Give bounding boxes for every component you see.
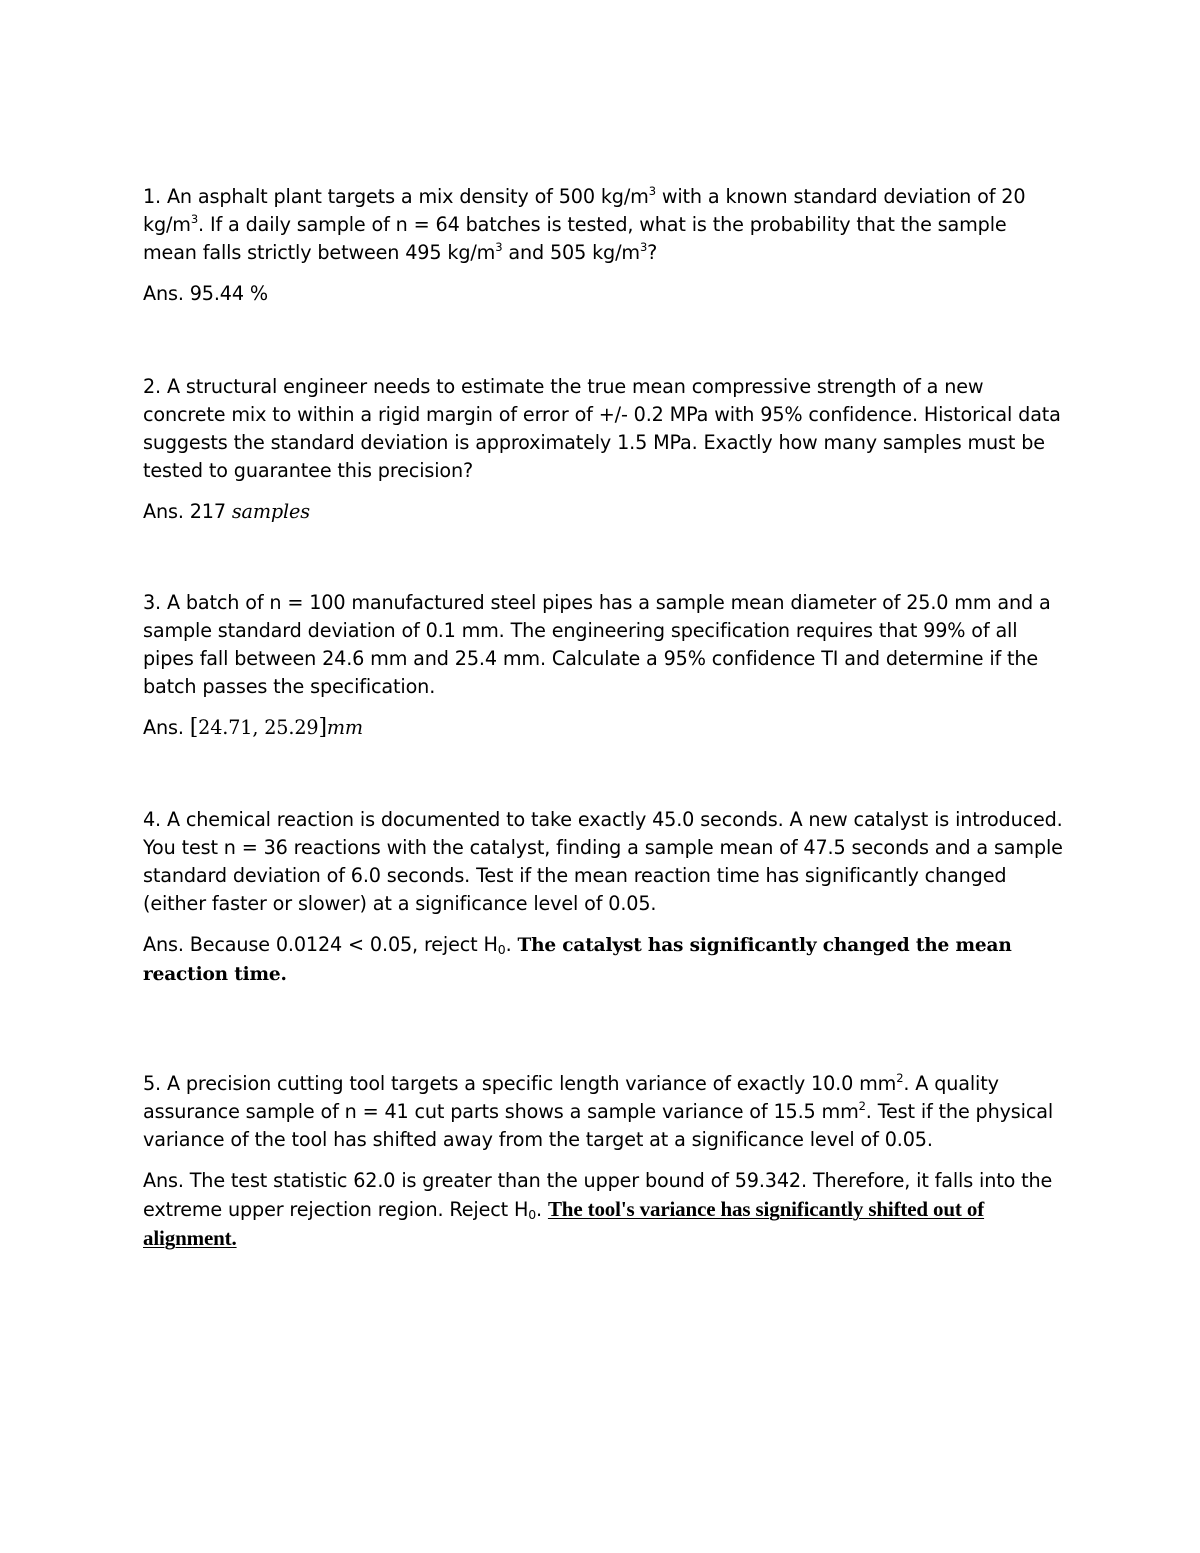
q1-text-e: ? xyxy=(647,241,658,264)
q5-text-b: . A quality assurance sample of n = 41 cut parts shows a sample variance of 15.5 mm xyxy=(143,1072,999,1123)
question-4-text: 4. A chemical reaction is documented to take exactly 45.0 seconds. A new catalyst is introduced. You test n = 36 reactions with the catalyst, finding a sample mean of 47.5 seconds and a sample standard deviation of 6.0 seconds. Test if the mean reaction time has significantly changed (either faster or slower) at a significance level of 0.05. xyxy=(143,808,1063,915)
question-5-block xyxy=(143,1070,1063,1253)
answer-4-mid: . xyxy=(505,933,518,956)
answer-5-mid: . xyxy=(536,1198,548,1221)
q1-sup-1: 3 xyxy=(648,183,656,198)
answer-4 xyxy=(143,931,1063,989)
q5-text-c: . Test if the physical variance of the tool has shifted away from the target at a significance level of 0.05. xyxy=(143,1100,1054,1151)
q1-sup-4: 3 xyxy=(639,239,648,254)
q5-sup-1: 2 xyxy=(896,1070,904,1085)
question-2-block xyxy=(143,373,1063,589)
q1-text-a: 1. An asphalt plant targets a mix density of 500 kg/m xyxy=(143,185,649,208)
answer-3-bracket-close: ] xyxy=(318,715,327,740)
q1-sup-3: 3 xyxy=(495,239,503,254)
question-3-text: 3. A batch of n = 100 manufactured steel pipes has a sample mean diameter of 25.0 mm and a sample standard deviation of 0.1 mm. The engineering specification requires that 99% of all pipes fall between 24.6 mm and 25.4 mm. Calculate a 95% confidence TI and determine if the batch passes the specification. xyxy=(143,591,1051,698)
q1-sup-2: 3 xyxy=(190,211,199,226)
answer-3-unit: mm xyxy=(326,716,363,739)
answer-2-unit: samples xyxy=(231,500,310,523)
answer-3-bracket-open: [ xyxy=(189,715,199,740)
q1-text-b: with a known standard deviation of 20 kg/m xyxy=(143,185,1026,236)
question-1-block xyxy=(143,183,1063,373)
question-2-text: 2. A structural engineer needs to estimate the true mean compressive strength of a new concrete mix to within a rigid margin of error of +/- 0.2 MPa with 95% confidence. Historical data suggests the standard deviation is approximately 1.5 MPa. Exactly how many samples must be tested to guarantee this precision? xyxy=(143,375,1061,482)
q5-text-a: 5. A precision cutting tool targets a specific length variance of exactly 10.0 mm xyxy=(143,1072,897,1095)
answer-5-prefix: Ans. The test statistic 62.0 is greater than the upper bound of 59.342. Therefore, it falls into the extreme upper rejection region. Reject H xyxy=(143,1169,1053,1221)
answer-3-prefix: Ans. xyxy=(143,716,190,739)
answer-5-subscript: 0 xyxy=(528,1207,537,1223)
answer-2-prefix: Ans. 217 xyxy=(143,500,232,523)
question-3-block xyxy=(143,589,1063,806)
document-content xyxy=(143,183,1063,1253)
answer-1: Ans. 95.44 % xyxy=(143,282,268,305)
answer-4-prefix: Ans. Because 0.0124 < 0.05, reject H xyxy=(143,933,498,956)
q1-text-c: . If a daily sample of n = 64 batches is tested, what is the probability that the sample mean falls strictly between 495 kg/m xyxy=(143,213,1007,264)
question-1-text xyxy=(143,183,1063,267)
q5-sup-2: 2 xyxy=(858,1098,866,1113)
answer-4-subscript: 0 xyxy=(497,942,506,958)
question-5-text xyxy=(143,1070,1063,1154)
question-4-block xyxy=(143,806,1063,1070)
q1-text-d: and 505 kg/m xyxy=(502,241,640,264)
answer-3-interval: 24.71, 25.29 xyxy=(198,716,319,739)
answer-4-conclusion: The catalyst has significantly changed the mean reaction time. xyxy=(143,935,1012,985)
answer-5 xyxy=(143,1167,1063,1253)
answer-2 xyxy=(143,498,1063,526)
answer-3 xyxy=(143,714,1063,742)
answer-5-conclusion: The tool's variance has significantly shifted out of alignment. xyxy=(143,1197,985,1250)
